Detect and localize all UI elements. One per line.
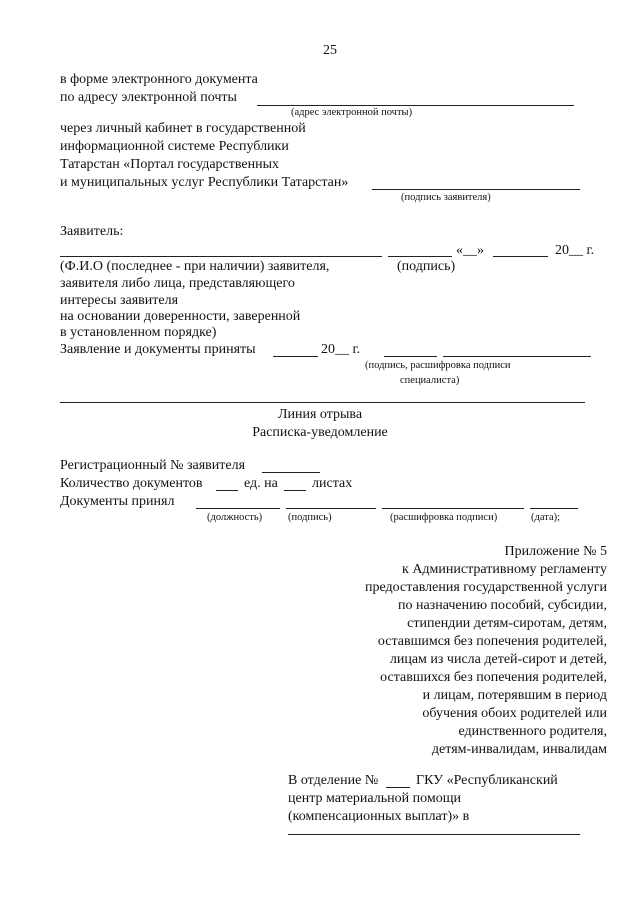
appendix-line: по назначению пособий, субсидии, [397, 598, 607, 613]
appendix-line: и лицам, потерявшим в период [422, 688, 607, 703]
fio-caption-line2: заявителя либо лица, представляющего [60, 276, 295, 291]
email-blank-line [257, 105, 574, 106]
appendix-line: стипендии детям-сиротам, детям, [407, 616, 607, 631]
position-blank [196, 508, 280, 509]
signature-blank-line [388, 256, 452, 257]
addressee-institution: ГКУ «Республиканский [416, 773, 558, 788]
delivery-cabinet-line4: и муниципальных услуг Республики Татарстан» [60, 175, 349, 190]
registration-blank [262, 472, 320, 473]
receipt-signature-blank [286, 508, 376, 509]
tear-line-rule [60, 402, 585, 403]
addressee-blank-line [288, 834, 580, 835]
delivery-email-label: по адресу электронной почты [60, 90, 237, 105]
applicant-signature-caption: (подпись заявителя) [401, 192, 491, 203]
date-caption: (дата); [531, 512, 561, 523]
specialist-signature-blank [384, 356, 437, 357]
date-day-quote: «__» [456, 243, 484, 258]
appendix-line: обучения обоих родителей или [422, 706, 607, 721]
decoding-caption: (расшифровка подписи) [390, 512, 498, 523]
sheets-label: листах [312, 476, 353, 491]
delivery-cabinet-line3: Татарстан «Портал государственных [60, 157, 279, 172]
fio-caption-line5: в установленном порядке) [60, 325, 217, 340]
applicant-signature-line [372, 189, 580, 190]
appendix-line: предоставления государственной услуги [365, 580, 607, 595]
page-number: 25 [323, 43, 337, 58]
documents-count-blank [216, 490, 238, 491]
appendix-line: лицам из числа детей-сирот и детей, [389, 652, 607, 667]
appendix-line: Приложение № 5 [504, 544, 607, 559]
documents-unit-label: ед. на [244, 476, 278, 491]
accepted-day-blank [273, 356, 318, 357]
delivery-cabinet-line1: через личный кабинет в государственной [60, 121, 306, 136]
specialist-caption-2: специалиста) [400, 375, 460, 386]
fio-blank-line [60, 256, 382, 257]
delivery-cabinet-line2: информационной системе Республики [60, 139, 289, 154]
addressee-prefix: В отделение № [288, 773, 379, 788]
fio-caption-line1: (Ф.И.О (последнее - при наличии) заявителя, [60, 259, 330, 274]
date-month-blank [493, 256, 548, 257]
addressee-line2: центр материальной помощи [288, 791, 461, 806]
email-caption: (адрес электронной почты) [291, 107, 413, 118]
addressee-line3: (компенсационных выплат)» в [288, 809, 470, 824]
signature-caption: (подпись) [397, 259, 456, 274]
appendix-line: единственного родителя, [458, 724, 607, 739]
delivery-electronic-doc: в форме электронного документа [60, 72, 258, 87]
applicant-heading: Заявитель: [60, 224, 124, 239]
documents-count-label: Количество документов [60, 476, 203, 491]
receipt-signature-caption: (подпись) [288, 512, 332, 523]
accepted-by-label: Документы принял [60, 494, 175, 509]
date-blank [530, 508, 578, 509]
appendix-line: оставшимся без попечения родителей, [377, 634, 607, 649]
fio-caption-line3: интересы заявителя [60, 293, 179, 308]
accepted-label: Заявление и документы приняты [60, 342, 256, 357]
sheets-count-blank [284, 490, 306, 491]
decoding-blank [382, 508, 524, 509]
appendix-line: к Административному регламенту [402, 562, 607, 577]
branch-number-blank [386, 787, 410, 788]
date-year: 20__ г. [555, 243, 595, 258]
fio-caption-line4: на основании доверенности, заверенной [60, 309, 301, 324]
specialist-decoding-blank [443, 356, 591, 357]
position-caption: (должность) [207, 512, 263, 523]
receipt-title: Расписка-уведомление [252, 425, 388, 440]
specialist-caption-1: (подпись, расшифровка подписи [365, 360, 511, 371]
tear-line-label: Линия отрыва [277, 407, 363, 422]
accepted-year: 20__ г. [321, 342, 361, 357]
appendix-line: детям-инвалидам, инвалидам [431, 742, 607, 757]
registration-label: Регистрационный № заявителя [60, 458, 246, 473]
appendix-line: оставшихся без попечения родителей, [380, 670, 607, 685]
